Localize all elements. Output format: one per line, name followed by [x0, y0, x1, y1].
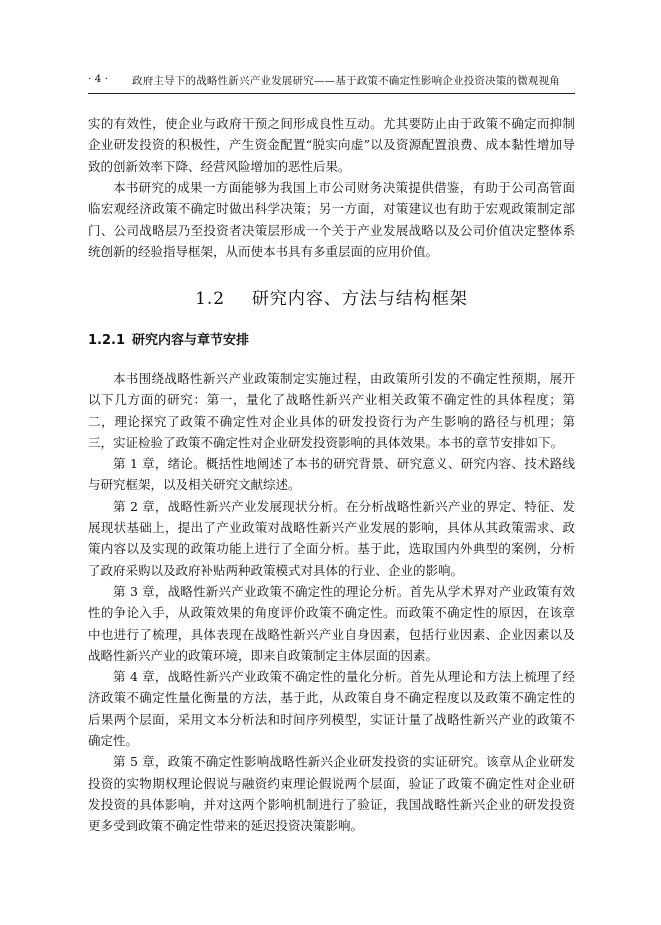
paragraph: 第 2 章，战略性新兴产业发展现状分析。在分析战略性新兴产业的界定、特征、发展现状基础上，提出了产业政策对战略性新兴产业发展的影响，具体从其政策需求、政策内容以及实现的政策功能上进行了全面分析。基于此，选取国内外典型的案例，分析了政府采购以及政府补贴两种政策模式对具体的行业、企业的影响。: [88, 498, 575, 578]
paragraph: 第 1 章，绪论。概括性地阐述了本书的研究背景、研究意义、研究内容、技术路线与研究框架，以及相关研究文献综述。: [88, 456, 575, 493]
section-number: 1.2: [195, 289, 226, 309]
paragraph-value: [88, 177, 575, 262]
section-title: 研究内容、方法与结构框架: [251, 289, 468, 309]
subsection-number: 1.2.1: [88, 333, 126, 348]
section-heading: [88, 284, 575, 309]
running-title: 政府主导下的战略性新兴产业发展研究——基于政策不确定性影响企业投资决策的微观视角: [132, 75, 560, 87]
paragraph: 第 5 章，政策不确定性影响战略性新兴企业研发投资的实证研究。该章从企业研发投资的实物期权理论假说与融资约束理论假说两个层面，验证了政策不确定性对企业研发投资的具体影响，并对这两个影响机制进行了验证，我国战略性新兴企业的研发投资更多受到政策不确定性带来的延迟投资决策影响。: [88, 754, 575, 834]
header-rule: [88, 93, 575, 94]
chapter-arrangement-block: [88, 368, 575, 837]
paragraph: 第 3 章，战略性新兴产业政策不确定性的理论分析。首先从学术界对产业政策有效性的争论入手，从政策效果的角度评价政策不确定性。而政策不确定性的原因，在该章中也进行了梳理，具体表现在战略性新兴产业自身因素，包括行业因素、企业因素以及战略性新兴产业的政策环境，即来自政策制定主体层面的因素。: [88, 583, 575, 663]
subsection-heading: [88, 329, 249, 348]
paragraph: 本书围绕战略性新兴产业政策制定实施过程，由政策所引发的不确定性预期，展开以下几方面的研究：第一，量化了战略性新兴产业相关政策不确定性的具体程度；第二，理论探究了政策不确定性对企业具体的研发投资行为产生影响的路径与机理；第三，实证检验了政策不确定性对企业研发投资影响的具体效果。本书的章节安排如下。: [88, 371, 575, 450]
paragraph: 本书研究的成果一方面能够为我国上市公司财务决策提供借鉴，有助于公司高管面临宏观经济政策不确定时做出科学决策；另一方面，对策建议也有助于宏观政策制定部门、公司战略层乃至投资者决策层形成一个关于产业发展战略以及公司价值决定整体系统创新的经验指导框架，从而使本书具有多重层面的应用价值。: [88, 180, 575, 259]
running-header: [88, 73, 575, 93]
paragraph: 实的有效性，使企业与政府干预之间形成良性互动。尤其要防止由于政策不确定而抑制企业研发投资的积极性，产生资金配置“脱实向虚”以及资源配置浪费、成本黏性增加导致的创新效率下降、经营风险增加的恶性后果。: [88, 116, 575, 174]
paragraph-continuation: [88, 113, 575, 177]
paragraph: 第 4 章，战略性新兴产业政策不确定性的量化分析。首先从理论和方法上梳理了经济政策不确定性量化衡量的方法，基于此，从政策自身不确定程度以及政策不确定性的后果两个层面，采用文本分析法和时间序列模型，实证计量了战略性新兴产业的政策不确定性。: [88, 669, 575, 749]
subsection-title: 研究内容与章节安排: [132, 333, 250, 348]
page-number: · 4 ·: [88, 73, 109, 85]
